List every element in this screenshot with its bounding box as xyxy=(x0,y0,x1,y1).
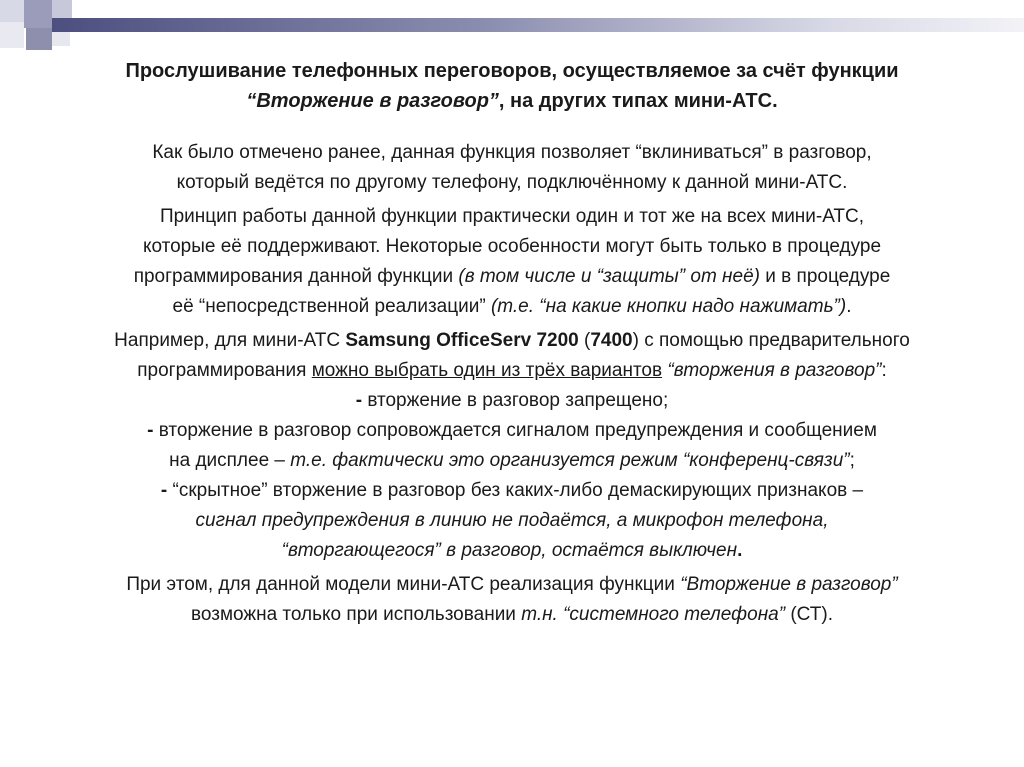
paragraph-3 xyxy=(20,326,1004,566)
text: . xyxy=(737,540,743,561)
header-square xyxy=(0,22,24,48)
text: При этом, для данной модели мини-АТС реализация функции xyxy=(126,574,681,595)
header-square xyxy=(52,0,72,18)
option-1 xyxy=(20,386,1004,416)
option-3-line-3 xyxy=(20,536,1004,566)
option-3-line-2: сигнал предупреждения в линию не подаётся, а микрофон телефона, xyxy=(195,510,829,531)
text: ; xyxy=(849,450,855,471)
text: программирования xyxy=(137,360,312,381)
header-square xyxy=(26,28,52,50)
italic-text: “вторгающегося” в разговор, остаётся выключен xyxy=(281,540,738,561)
text: : xyxy=(881,360,887,381)
paragraph-4 xyxy=(20,570,1004,630)
title-line-1: Прослушивание телефонных переговоров, осуществляемое за счёт функции xyxy=(125,60,899,82)
italic-text: “вторжения в разговор” xyxy=(667,360,882,381)
p1-line-1: Как было отмечено ранее, данная функция позволяет “вклиниваться” в разговор, xyxy=(152,142,872,163)
text: на дисплее – xyxy=(169,450,291,471)
paragraph-2 xyxy=(20,202,1004,322)
p1-line-2: который ведётся по другому телефону, подключённому к данной мини-АТС. xyxy=(176,172,848,193)
italic-text: т.е. фактически это организуется режим “конференц-связи” xyxy=(290,450,850,471)
italic-text: “Вторжение в разговор” xyxy=(680,574,898,595)
header-gradient-bar xyxy=(52,18,1024,32)
text: ( xyxy=(578,330,591,351)
p2-line-4 xyxy=(20,292,1004,322)
title-line-2 xyxy=(40,86,984,116)
p2-line-2: которые её поддерживают. Некоторые особенности могут быть только в процедуре xyxy=(142,236,882,257)
paragraph-1 xyxy=(20,138,1004,198)
text: ) с помощью предварительного xyxy=(632,330,910,351)
italic-text: (т.е. “на какие кнопки надо нажимать”) xyxy=(490,296,847,317)
text: программирования данной функции xyxy=(133,266,459,287)
italic-text: (в том числе и “защиты” от неё) xyxy=(458,266,760,287)
p3-line-2 xyxy=(20,356,1004,386)
text: вторжение в разговор запрещено; xyxy=(362,390,669,411)
p2-line-1: Принцип работы данной функции практически один и тот же на всех мини-АТС, xyxy=(159,206,865,227)
option-3-line-1 xyxy=(20,476,1004,506)
title-rest: , на других типах мини-АТС. xyxy=(498,90,778,112)
model-name: Samsung OfficeServ 7200 xyxy=(345,330,579,351)
slide-title xyxy=(40,56,984,116)
p3-line-1 xyxy=(20,326,1004,356)
text: “скрытное” вторжение в разговор без каких-либо демаскирующих признаков – xyxy=(167,480,864,501)
p4-line-1 xyxy=(20,570,1004,600)
model-number: 7400 xyxy=(590,330,633,351)
text: её “непосредственной реализации” xyxy=(172,296,491,317)
p4-line-2 xyxy=(20,600,1004,630)
header-square xyxy=(52,30,70,46)
option-2-line-1 xyxy=(20,416,1004,446)
title-quote: “Вторжение в разговор” xyxy=(246,90,499,112)
italic-text: т.н. “системного телефона” xyxy=(521,604,786,625)
text: (СТ). xyxy=(785,604,833,625)
text: Например, для мини-АТС xyxy=(114,330,346,351)
p2-line-3 xyxy=(20,262,1004,292)
text: вторжение в разговор сопровождается сигналом предупреждения и сообщением xyxy=(153,420,877,441)
text: . xyxy=(846,296,852,317)
underlined-text: можно выбрать один из трёх вариантов xyxy=(311,360,663,381)
option-2-line-2 xyxy=(20,446,1004,476)
text: и в процедуре xyxy=(759,266,891,287)
text: возможна только при использовании xyxy=(191,604,522,625)
list-dash: - xyxy=(355,390,363,411)
header-square xyxy=(24,0,52,28)
list-dash: - xyxy=(147,420,154,441)
slide-body xyxy=(20,138,1004,630)
header-square xyxy=(0,0,24,22)
list-dash: - xyxy=(160,480,168,501)
